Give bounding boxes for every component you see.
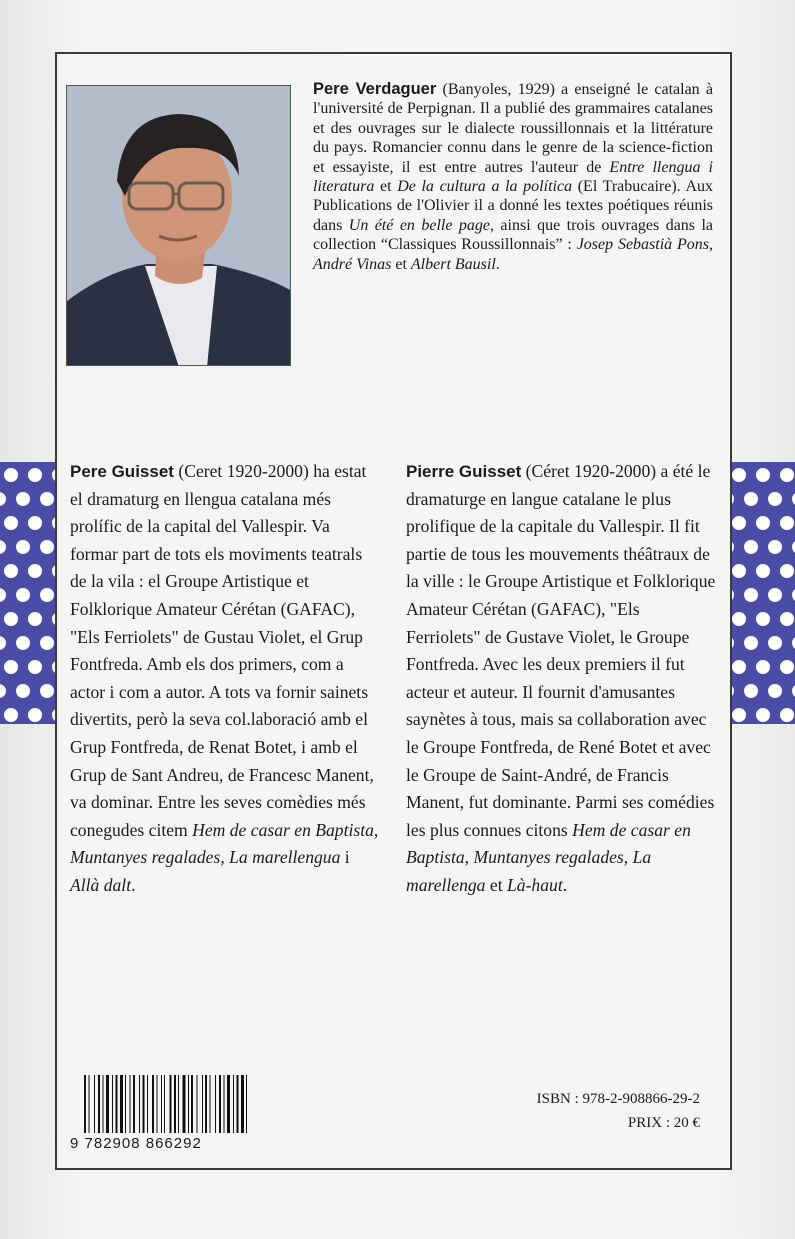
barcode-bar bbox=[125, 1075, 126, 1133]
polka-dot bbox=[732, 708, 746, 722]
barcode-bar bbox=[143, 1075, 145, 1133]
barcode-bar bbox=[103, 1075, 104, 1133]
author-portrait-image bbox=[67, 86, 291, 366]
price-line: PRIX : 20 € bbox=[627, 1115, 700, 1131]
polka-dot bbox=[768, 684, 782, 698]
polka-dot bbox=[756, 516, 770, 530]
polka-dot bbox=[40, 684, 54, 698]
polka-dot bbox=[28, 564, 42, 578]
polka-dot bbox=[768, 492, 782, 506]
barcode-bar bbox=[233, 1075, 234, 1133]
connector: , bbox=[623, 847, 633, 868]
text-end: . bbox=[131, 874, 136, 895]
polka-dot bbox=[756, 708, 770, 722]
barcode-bar bbox=[241, 1075, 244, 1133]
barcode-bar bbox=[237, 1075, 239, 1133]
polka-dot bbox=[28, 708, 42, 722]
french-column bbox=[406, 458, 716, 900]
polka-dot bbox=[756, 612, 770, 626]
polka-dot bbox=[4, 516, 18, 530]
barcode-bar bbox=[188, 1075, 189, 1133]
barcode-number: 9 782908 866292 bbox=[70, 1135, 202, 1152]
polka-dot bbox=[4, 468, 18, 482]
author-name: Pere Verdaguer bbox=[313, 80, 437, 98]
polka-dot bbox=[780, 660, 794, 674]
barcode-bar bbox=[170, 1075, 172, 1133]
polka-dot bbox=[0, 492, 6, 506]
barcode-bar bbox=[174, 1075, 176, 1133]
author-bio-verdaguer bbox=[313, 80, 713, 274]
polka-dot bbox=[0, 636, 6, 650]
bio-text-3: , ainsi que trois ouvrages dans la collection “Classiques Roussillonnais” : bbox=[313, 216, 713, 254]
play-title: Muntanyes regalades bbox=[473, 847, 624, 868]
barcode-bar bbox=[94, 1075, 95, 1133]
polka-dot-band-left bbox=[0, 462, 56, 724]
polka-dot bbox=[16, 684, 30, 698]
work-title: André Vinas bbox=[313, 255, 392, 273]
isbn-price-block bbox=[470, 1087, 700, 1135]
polka-dot bbox=[4, 708, 18, 722]
polka-dot bbox=[732, 516, 746, 530]
barcode-bar bbox=[227, 1075, 230, 1133]
play-title: La marellenga bbox=[406, 847, 652, 895]
polka-dot bbox=[744, 636, 758, 650]
play-title: Là-haut bbox=[506, 874, 563, 895]
barcode-bar bbox=[120, 1075, 123, 1133]
barcode-bar bbox=[164, 1075, 165, 1133]
polka-dot bbox=[744, 684, 758, 698]
bio-connector: et bbox=[374, 178, 398, 196]
barcode-bar bbox=[116, 1075, 118, 1133]
connector: , bbox=[220, 847, 230, 868]
polka-dot bbox=[4, 564, 18, 578]
polka-dot bbox=[732, 612, 746, 626]
bio-text-1: (Banyoles, 1929) a enseigné le catalan à l'université de Perpignan. Il a publié des grammaires catalanes et des ouvrages sur le dialecte roussillonnais et la littérature du pays. Romancier connu dans le genre de la science-fiction et essayiste, il est entre autres l'auteur de bbox=[313, 81, 713, 176]
play-title: Allà dalt bbox=[70, 874, 132, 895]
barcode-bar bbox=[205, 1075, 207, 1133]
play-title: Muntanyes regalades bbox=[70, 847, 221, 868]
polka-dot bbox=[780, 468, 794, 482]
barcode-bar bbox=[139, 1075, 140, 1133]
barcode-bar bbox=[106, 1075, 109, 1133]
subject-name-catalan: Pere Guisset bbox=[70, 462, 174, 481]
polka-dot bbox=[780, 612, 794, 626]
catalan-column bbox=[70, 458, 380, 900]
barcode-bar bbox=[210, 1075, 211, 1133]
barcode-bar bbox=[183, 1075, 186, 1133]
polka-dot bbox=[732, 564, 746, 578]
polka-dot bbox=[16, 588, 30, 602]
author-photo bbox=[66, 85, 291, 366]
barcode-bar bbox=[215, 1075, 216, 1133]
work-title: Albert Bausil bbox=[410, 255, 496, 273]
polka-dot bbox=[16, 492, 30, 506]
play-title: Hem de casar en Baptista bbox=[192, 819, 374, 840]
work-title: Entre llengua i literatura bbox=[313, 158, 713, 196]
polka-dot bbox=[780, 708, 794, 722]
barcode-bar bbox=[161, 1075, 162, 1133]
polka-dot bbox=[0, 588, 6, 602]
polka-dot bbox=[28, 516, 42, 530]
barcode-bar bbox=[157, 1075, 158, 1133]
french-text: (Céret 1920-2000) a été le dramaturge en langue catalane le plus prolifique de la capitale du Vallespir. Il fit partie de tous les mouvements théâtraux de la ville : le Groupe Artistique et Folklorique Amateur Cérétan (GAFAC), "Els Ferriolets" de Gustave Violet, le Groupe Fontfreda. Avec les deux premiers il fut acteur et auteur. Il fournit d'amusantes saynètes à tous, mais sa collaboration avec le Groupe Fontfreda, de René Botet et avec le Groupe de Saint-André, de Francis Manent, fut dominante. Parmi ses comédies les plus connues citons bbox=[406, 461, 716, 840]
connector: i bbox=[340, 847, 350, 868]
polka-dot bbox=[28, 660, 42, 674]
polka-dot bbox=[756, 564, 770, 578]
polka-dot bbox=[40, 492, 54, 506]
text-end: . bbox=[562, 874, 568, 895]
barcode-bar bbox=[112, 1075, 113, 1133]
polka-dot bbox=[744, 588, 758, 602]
barcode-bar bbox=[202, 1075, 203, 1133]
polka-dot bbox=[780, 564, 794, 578]
barcode-bar bbox=[224, 1075, 225, 1133]
barcode-bar bbox=[178, 1075, 179, 1133]
barcode-bar bbox=[130, 1075, 131, 1133]
work-title: De la cultura a la política bbox=[397, 178, 573, 196]
barcode-bar bbox=[219, 1075, 221, 1133]
polka-dot bbox=[0, 540, 6, 554]
polka-dot bbox=[28, 468, 42, 482]
polka-dot bbox=[4, 660, 18, 674]
polka-dot bbox=[40, 636, 54, 650]
polka-dot-band-right bbox=[726, 462, 795, 724]
barcode-bar bbox=[98, 1075, 100, 1133]
barcode-bar bbox=[191, 1075, 193, 1133]
polka-dot bbox=[40, 588, 54, 602]
polka-dot bbox=[768, 588, 782, 602]
polka-dot bbox=[756, 660, 770, 674]
polka-dot bbox=[732, 468, 746, 482]
bio-connector: et bbox=[391, 255, 411, 273]
polka-dot bbox=[732, 660, 746, 674]
barcode-bar bbox=[89, 1075, 90, 1133]
polka-dot bbox=[16, 636, 30, 650]
work-title: Josep Sebastià Pons bbox=[576, 236, 709, 254]
isbn-line: ISBN : 978-2-908866-29-2 bbox=[536, 1091, 700, 1107]
subject-name-french: Pierre Guisset bbox=[406, 462, 522, 481]
polka-dot bbox=[16, 540, 30, 554]
connector: , bbox=[373, 819, 379, 840]
catalan-text: (Ceret 1920-2000) ha estat el dramaturg en llengua catalana més prolífic de la capital del Vallespir. Va formar part de tots els moviments teatrals de la vila : el Groupe Artistique et Folklorique Amateur Cérétan (GAFAC), "Els Ferriolets" de Gustau Violet, el Grup Fontfreda. Amb els dos primers, com a actor i com a autor. A tots va fornir sainets divertits, però la seva col.laboració amb el Grup Fontfreda, de Renat Botet, i amb el Grup de Sant Andreu, de Francesc Manent, va dominar. Entre les seves comèdies més conegudes citem bbox=[70, 461, 374, 840]
barcode bbox=[70, 1075, 260, 1155]
polka-dot bbox=[780, 516, 794, 530]
barcode-bar bbox=[133, 1075, 135, 1133]
work-title: Un été en belle page bbox=[348, 216, 490, 234]
barcode-bar bbox=[152, 1075, 154, 1133]
barcode-bar bbox=[84, 1075, 86, 1133]
polka-dot bbox=[744, 540, 758, 554]
play-title: Hem de casar en Baptista bbox=[406, 819, 691, 868]
polka-dot bbox=[40, 540, 54, 554]
bio-text-2: (El Trabucaire). Aux Publications de l'Olivier il a donné les textes poétiques réunis dans bbox=[313, 178, 713, 234]
bio-end: . bbox=[495, 255, 500, 273]
polka-dot bbox=[768, 540, 782, 554]
bio-connector: , bbox=[709, 236, 713, 254]
play-title: La marellengua bbox=[229, 847, 341, 868]
polka-dot bbox=[756, 468, 770, 482]
barcode-bar bbox=[147, 1075, 148, 1133]
barcode-bar bbox=[246, 1075, 247, 1133]
polka-dot bbox=[768, 636, 782, 650]
polka-dot bbox=[0, 684, 6, 698]
polka-dot bbox=[4, 612, 18, 626]
barcode-bars bbox=[70, 1075, 260, 1133]
connector: et bbox=[485, 874, 507, 895]
connector: , bbox=[464, 847, 474, 868]
polka-dot bbox=[28, 612, 42, 626]
barcode-bar bbox=[197, 1075, 198, 1133]
polka-dot bbox=[744, 492, 758, 506]
